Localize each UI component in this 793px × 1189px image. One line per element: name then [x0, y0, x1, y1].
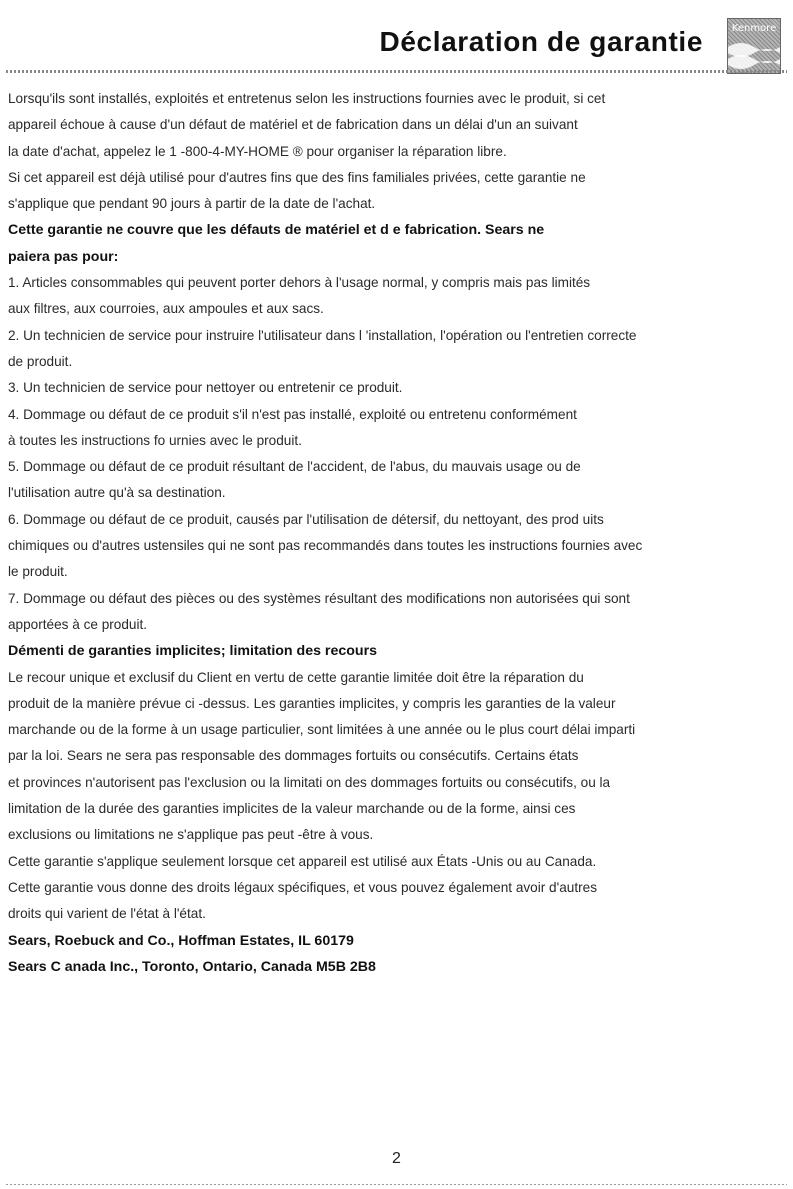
- text-line: s'applique que pendant 90 jours à partir de la date de l'achat.: [8, 196, 376, 212]
- text-line: par la loi. Sears ne sera pas responsable des dommages fortuits ou consécutifs. Certains états: [8, 748, 579, 764]
- company-address: Sears C anada Inc., Toronto, Ontario, Canada M5B 2B8: [8, 958, 376, 975]
- list-item: 7. Dommage ou défaut des pièces ou des systèmes résultant des modifications non autorisées qui sont: [8, 590, 630, 606]
- list-item: 3. Un technicien de service pour nettoyer ou entretenir ce produit.: [8, 380, 403, 396]
- text-line: la date d'achat, appelez le 1 -800-4-MY-HOME ® pour organiser la réparation libre.: [8, 143, 507, 159]
- text-line: produit de la manière prévue ci -dessus. Les garanties implicites, y compris les garanties de la valeur: [8, 695, 616, 711]
- text-line: Le recour unique et exclusif du Client en vertu de cette garantie limitée doit être la réparation du: [8, 669, 584, 685]
- text-line: et provinces n'autorisent pas l'exclusion ou la limitati on des dommages fortuits ou consécutifs, ou la: [8, 774, 611, 790]
- text-line: Cette garantie vous donne des droits légaux spécifiques, et vous pouvez également avoir d'autres: [8, 879, 597, 895]
- list-item: 6. Dommage ou défaut de ce produit, causés par l'utilisation de détersif, du nettoyant, des prod uits: [8, 511, 604, 527]
- list-item: apportées à ce produit.: [8, 616, 148, 632]
- page-number: 2: [392, 1150, 401, 1167]
- text-line: marchande ou de la forme à un usage particulier, sont limitées à une année ou le plus court délai imparti: [8, 722, 636, 738]
- list-item: 1. Articles consommables qui peuvent porter dehors à l'usage normal, y compris mais pas limités: [8, 275, 591, 291]
- header-divider: [6, 70, 787, 73]
- list-item: aux filtres, aux courroies, aux ampoules et aux sacs.: [8, 301, 324, 317]
- list-item: 2. Un technicien de service pour instruire l'utilisateur dans l 'installation, l'opération ou l'entretien correcte: [8, 327, 637, 343]
- logo-text: Kenmore: [731, 23, 777, 34]
- list-item: 4. Dommage ou défaut de ce produit s'il n'est pas installé, exploité ou entretenu conformément: [8, 406, 577, 422]
- text-line: appareil échoue à cause d'un défaut de matériel et de fabrication dans un délai d'un an suivant: [8, 117, 578, 133]
- text-line: Si cet appareil est déjà utilisé pour d'autres fins que des fins familiales privées, cette garantie ne: [8, 169, 586, 185]
- wave-icon: [728, 35, 780, 73]
- list-item: de produit.: [8, 353, 73, 369]
- warranty-text: [8, 86, 786, 980]
- text-line: Lorsqu'ils sont installés, exploités et entretenus selon les instructions fournies avec le produit, si cet: [8, 91, 606, 106]
- list-item: l'utilisation autre qu'à sa destination.: [8, 485, 226, 501]
- list-item: 5. Dommage ou défaut de ce produit résultant de l'accident, de l'abus, du mauvais usage ou de: [8, 459, 581, 475]
- company-address: Sears, Roebuck and Co., Hoffman Estates, IL 60179: [8, 932, 354, 949]
- footer-divider: [6, 1184, 787, 1185]
- text-line: exclusions ou limitations ne s'applique pas peut -être à vous.: [8, 827, 374, 843]
- text-line: limitation de la durée des garanties implicites de la valeur marchande ou de la forme, ainsi ces: [8, 801, 576, 817]
- list-item: à toutes les instructions fo urnies avec le produit.: [8, 432, 302, 448]
- text-line: Cette garantie s'applique seulement lorsque cet appareil est utilisé aux États -Unis ou au Canada.: [8, 853, 597, 869]
- list-item: le produit.: [8, 564, 68, 580]
- section-heading: paiera pas pour:: [8, 248, 119, 265]
- page-title: Déclaration de garantie: [379, 26, 703, 57]
- kenmore-logo: [727, 18, 781, 74]
- text-line: droits qui varient de l'état à l'état.: [8, 906, 206, 922]
- section-heading: Démenti de garanties implicites; limitation des recours: [8, 643, 377, 660]
- section-heading: Cette garantie ne couvre que les défauts de matériel et d e fabrication. Sears ne: [8, 222, 545, 239]
- list-item: chimiques ou d'autres ustensiles qui ne sont pas recommandés dans toutes les instructions fournies avec: [8, 538, 643, 554]
